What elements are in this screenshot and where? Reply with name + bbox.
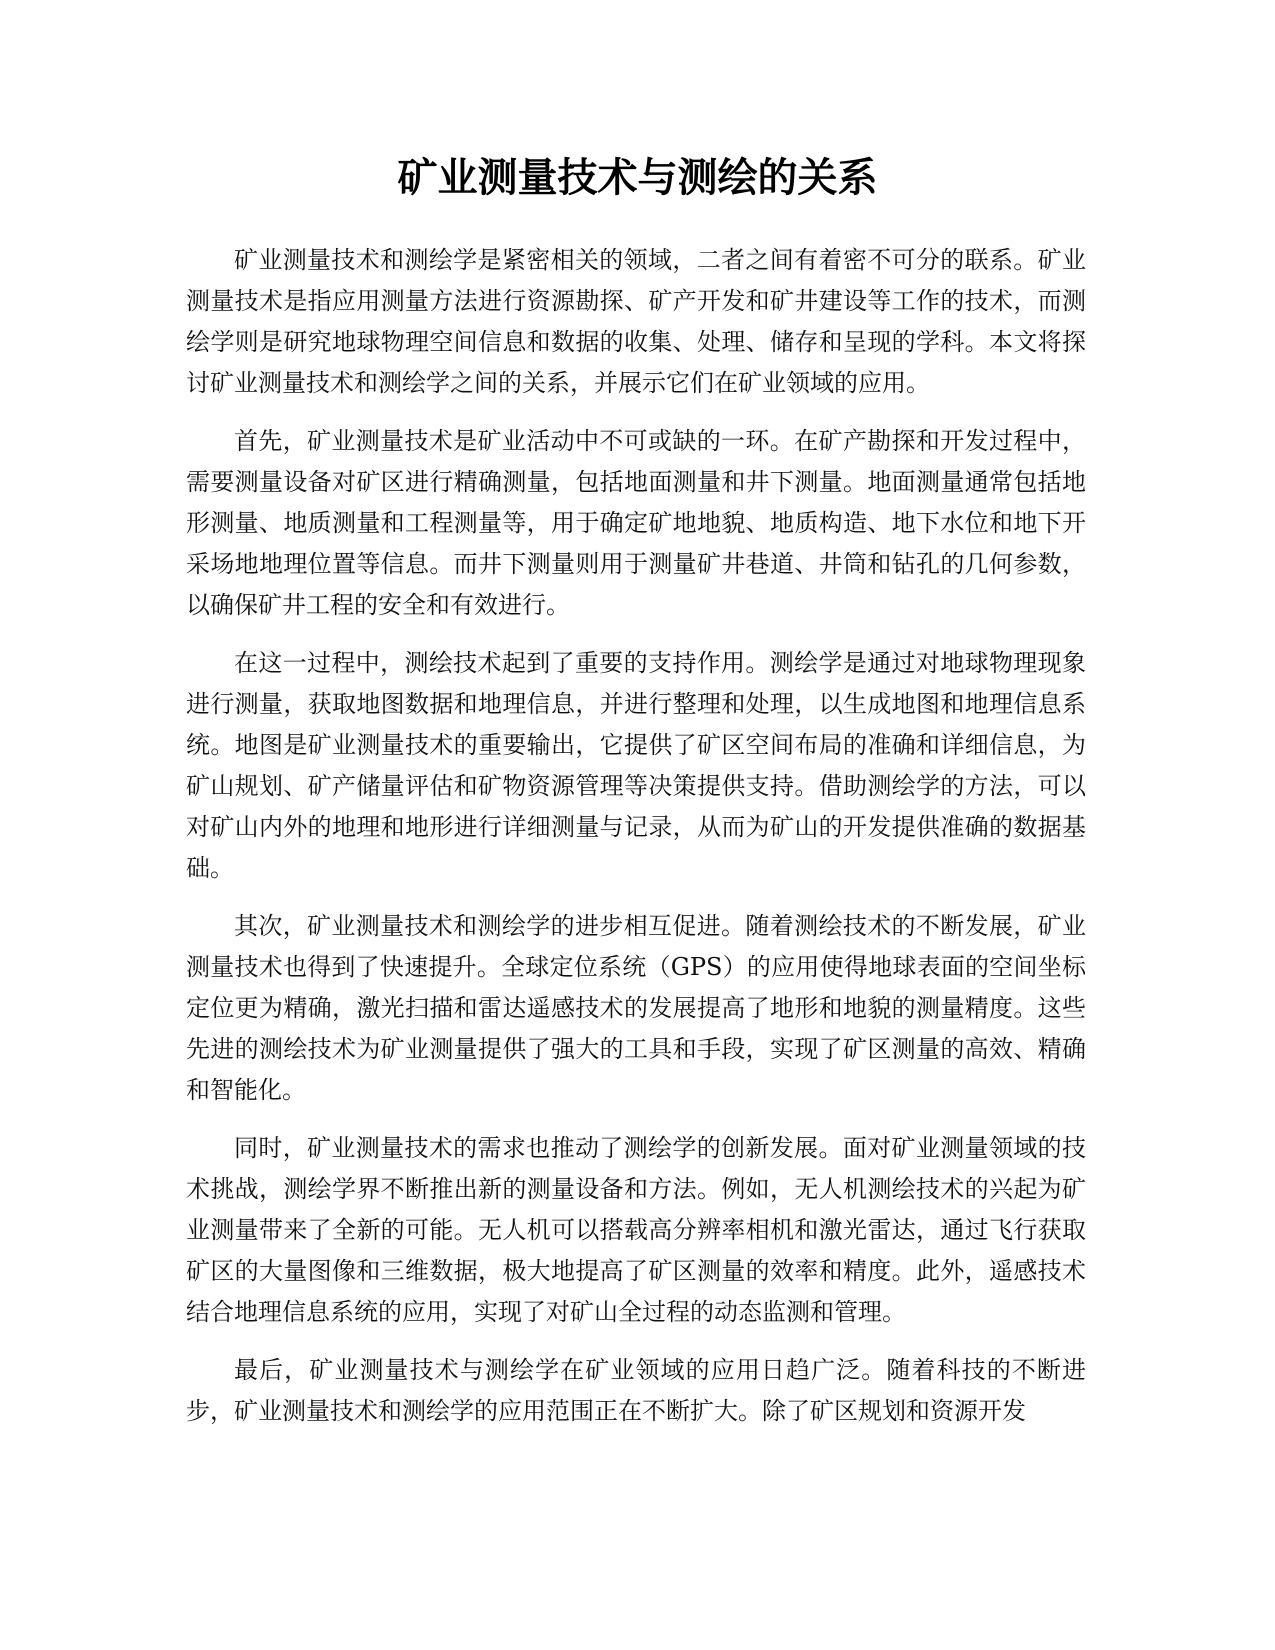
paragraph-4: 其次，矿业测量技术和测绘学的进步相互促进。随着测绘技术的不断发展，矿业测量技术也得到了快速提升。全球定位系统（GPS）的应用使得地球表面的空间坐标定位更为精确，激光扫描和雷达遥感技术的发展提高了地形和地貌的测量精度。这些先进的测绘技术为矿业测量提供了强大的工具和手段，实现了矿区测量的高效、精确和智能化。	[186, 912, 1086, 1104]
document-body	[186, 240, 1086, 1449]
paragraph-1: 矿业测量技术和测绘学是紧密相关的领域，二者之间有着密不可分的联系。矿业测量技术是指应用测量方法进行资源勘探、矿产开发和矿井建设等工作的技术，而测绘学则是研究地球物理空间信息和数据的收集、处理、储存和呈现的学科。本文将探讨矿业测量技术和测绘学之间的关系，并展示它们在矿业领域的应用。	[186, 246, 1086, 397]
document-title: 矿业测量技术与测绘的关系	[397, 155, 878, 201]
paragraph-2: 首先，矿业测量技术是矿业活动中不可或缺的一环。在矿产勘探和开发过程中，需要测量设备对矿区进行精确测量，包括地面测量和井下测量。地面测量通常包括地形测量、地质测量和工程测量等，用于确定矿地地貌、地质构造、地下水位和地下开采场地地理位置等信息。而井下测量则用于测量矿井巷道、井筒和钻孔的几何参数，以确保矿井工程的安全和有效进行。	[186, 427, 1086, 619]
paragraph-3: 在这一过程中，测绘技术起到了重要的支持作用。测绘学是通过对地球物理现象进行测量，获取地图数据和地理信息，并进行整理和处理，以生成地图和地理信息系统。地图是矿业测量技术的重要输出，它提供了矿区空间布局的准确和详细信息，为矿山规划、矿产储量评估和矿物资源管理等决策提供支持。借助测绘学的方法，可以对矿山内外的地理和地形进行详细测量与记录，从而为矿山的开发提供准确的数据基础。	[186, 649, 1086, 882]
paragraph-6: 最后，矿业测量技术与测绘学在矿业领域的应用日趋广泛。随着科技的不断进步，矿业测量技术和测绘学的应用范围正在不断扩大。除了矿区规划和资源开发	[186, 1356, 1086, 1425]
paragraph-5: 同时，矿业测量技术的需求也推动了测绘学的创新发展。面对矿业测量领域的技术挑战，测绘学界不断推出新的测量设备和方法。例如，无人机测绘技术的兴起为矿业测量带来了全新的可能。无人机可以搭载高分辨率相机和激光雷达，通过飞行获取矿区的大量图像和三维数据，极大地提高了矿区测量的效率和精度。此外，遥感技术结合地理信息系统的应用，实现了对矿山全过程的动态监测和管理。	[186, 1134, 1086, 1326]
